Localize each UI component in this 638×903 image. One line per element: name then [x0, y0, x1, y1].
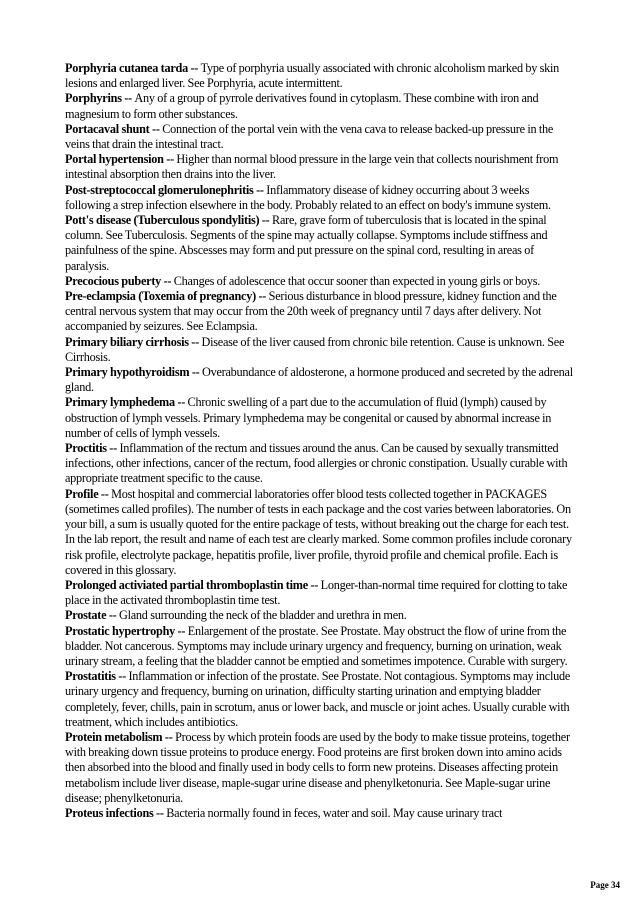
glossary-term: Protein metabolism — [65, 729, 163, 744]
glossary-entry — [65, 183, 577, 213]
glossary-term: Post-streptococcal glomerulonephritis — [65, 182, 254, 197]
term-separator: -- — [187, 61, 201, 75]
glossary-definition: Process by which protein foods are used by the body to make tissue proteins, together with breaking down tissue proteins to produce energy. Food proteins are first broken down into amino acids then absorbed into the blood and finally used in body cells to form new proteins. Diseases affecting protein metabolism include liver disease, maple-sugar urine disease and phenylketonuria. See Maple-sugar urine disease; phenylketonuria. — [65, 729, 570, 805]
glossary-entry — [65, 213, 577, 274]
glossary-term: Primary lymphedema — [65, 395, 175, 410]
glossary-entry — [65, 289, 577, 335]
term-separator: -- — [175, 623, 188, 638]
glossary-entry — [65, 624, 577, 670]
glossary-definition: Higher than normal blood pressure in the large vein that collects nourishment from intestinal absorption then drains into the liver. — [65, 152, 559, 182]
glossary-definition: Inflammation of the rectum and tissues around the anus. Can be caused by sexually transmitted infections, other infections, cancer of the rectum, food allergies or chronic constipation. Usually curable with appropriate treatment specific to the cause. — [65, 441, 568, 486]
glossary-definition: Overabundance of aldosterone, a hormone produced and secreted by the adrenal gland. — [65, 365, 573, 395]
glossary-entry — [65, 578, 577, 608]
glossary-definition: Serious disturbance in blood pressure, kidney function and the central nervous system that may occur from the 20th week of pregnancy until 7 days after delivery. Not accompanied by seizures. See Eclampsia. — [65, 289, 557, 334]
glossary-term: Prostatitis — [65, 669, 116, 684]
term-separator: -- — [188, 334, 202, 349]
glossary-definition: Changes of adolescence that occur sooner than expected in young girls or boys. — [173, 273, 541, 288]
term-separator: -- — [255, 289, 269, 304]
glossary-term: Prolonged activiated partial thromboplastin time — [65, 577, 308, 592]
glossary-entry — [65, 274, 577, 289]
glossary-entry — [65, 669, 577, 730]
glossary-entry — [65, 730, 577, 806]
glossary-term: Porphyrins — [65, 91, 122, 106]
page-number: Page 34 — [590, 880, 620, 890]
glossary-definition: Gland surrounding the neck of the bladder and urethra in men. — [119, 608, 407, 623]
glossary-entry — [65, 806, 577, 821]
glossary-definition: Most hospital and commercial laboratories offer blood tests collected together in PACKAGES (sometimes called profiles). The number of tests in each package and the cost varies between laboratories. On your bill, a sum is usually quoted for the entire package of tests, without breaking out the charge for each test. In the lab report, the result and name of each test are clearly marked. Some common profiles include coronary risk profile, electrolyte package, hepatitis profile, liver profile, thyroid profile and chemical profile. Each is covered in this glossary. — [65, 486, 572, 577]
term-separator: -- — [161, 273, 174, 288]
glossary-term: Pott's disease (Tuberculous spondylitis) — [65, 213, 260, 228]
glossary-entry — [65, 61, 577, 91]
glossary-term: Primary biliary cirrhosis — [65, 334, 189, 349]
term-separator: -- — [149, 121, 163, 136]
glossary-definition: Longer-than-normal time required for clotting to take place in the activated thromboplastin time test. — [65, 577, 568, 608]
term-separator: -- — [153, 805, 167, 820]
glossary-definition: Any of a group of pyrrole derivatives found in cytoplasm. These combine with iron and magnesium to form other substances. — [65, 91, 539, 121]
term-separator: -- — [121, 91, 135, 106]
glossary-definition: Inflammation or infection of the prostate. See Prostate. Not contagious. Symptoms may include urinary urgency and frequency, burning on urination, difficulty starting urination and emptying bladder completely, fever, chills, pain in scrotum, anus or lower back, and muscle or joint aches. Usually curable with treatment, which includes antibiotics. — [65, 669, 571, 729]
glossary-entry — [65, 335, 577, 365]
glossary-definition: Disease of the liver caused from chronic bile retention. Cause is unknown. See Cirrhosis. — [65, 334, 565, 364]
term-separator: -- — [115, 669, 129, 684]
glossary-term: Porphyria cutanea tarda — [65, 61, 188, 75]
glossary-term: Primary hypothyroidism — [65, 365, 190, 380]
glossary-entry — [65, 441, 577, 487]
term-separator: -- — [307, 577, 321, 592]
glossary-term: Pre-eclampsia (Toxemia of pregnancy) — [65, 289, 256, 304]
term-separator: -- — [106, 441, 120, 456]
glossary-term: Proteus infections — [65, 805, 154, 820]
glossary-term: Precocious puberty — [65, 273, 162, 288]
term-separator: -- — [162, 729, 176, 744]
glossary-definition: Connection of the portal vein with the vena cava to release backed-up pressure in the veins that drain the intestinal tract. — [65, 121, 554, 152]
term-separator: -- — [174, 395, 188, 410]
glossary-definition: Type of porphyria usually associated with chronic alcoholism marked by skin lesions and enlarged liver. See Porphyria, acute intermittent. — [65, 61, 560, 91]
term-separator: -- — [163, 152, 177, 167]
glossary-definition: Inflammatory disease of kidney occurring about 3 weeks following a strep infection elsewhere in the body. Probably related to an effect on body's immune system. — [65, 182, 551, 212]
glossary-term: Prostate — [65, 608, 107, 623]
term-separator: -- — [189, 365, 202, 380]
glossary-term: Portal hypertension — [65, 152, 164, 167]
glossary-term: Profile — [65, 486, 99, 501]
glossary-term: Prostatic hypertrophy — [65, 623, 176, 638]
glossary-entry — [65, 152, 577, 182]
glossary-definition: Chronic swelling of a part due to the accumulation of fluid (lymph) caused by obstruction of lymph vessels. Primary lymphedema may be congenital or caused by abnormal increase in number of cells of lymph vessels. — [65, 395, 552, 440]
glossary-definition: Rare, grave form of tuberculosis that is located in the spinal column. See Tuberculosis. Segments of the spine may actually collapse. Symptoms include stiffness and painfulness of the spine. Abscesses may form and put pressure on the spinal cord, resulting in areas of paralysis. — [65, 213, 548, 273]
glossary-definition: Enlargement of the prostate. See Prostate. May obstruct the flow of urine from the bladder. Not cancerous. Symptoms may include urinary urgency and frequency, burning on urination, weak urinary stream, a feeling that the bladder cannot be emptied and sometimes impotence. Curable with surgery. — [65, 623, 568, 668]
glossary-entry — [65, 487, 577, 578]
glossary-term: Portacaval shunt — [65, 121, 150, 136]
term-separator: -- — [253, 182, 267, 197]
glossary-definition: Bacteria normally found in feces, water and soil. May cause urinary tract — [166, 805, 503, 820]
glossary-body — [65, 61, 577, 821]
glossary-entry — [65, 365, 577, 395]
term-separator: -- — [106, 608, 119, 623]
glossary-term: Proctitis — [65, 441, 107, 456]
glossary-entry — [65, 91, 577, 121]
glossary-entry — [65, 608, 577, 623]
glossary-entry — [65, 395, 577, 441]
term-separator: -- — [98, 486, 112, 501]
glossary-entry — [65, 122, 577, 152]
term-separator: -- — [259, 213, 273, 228]
